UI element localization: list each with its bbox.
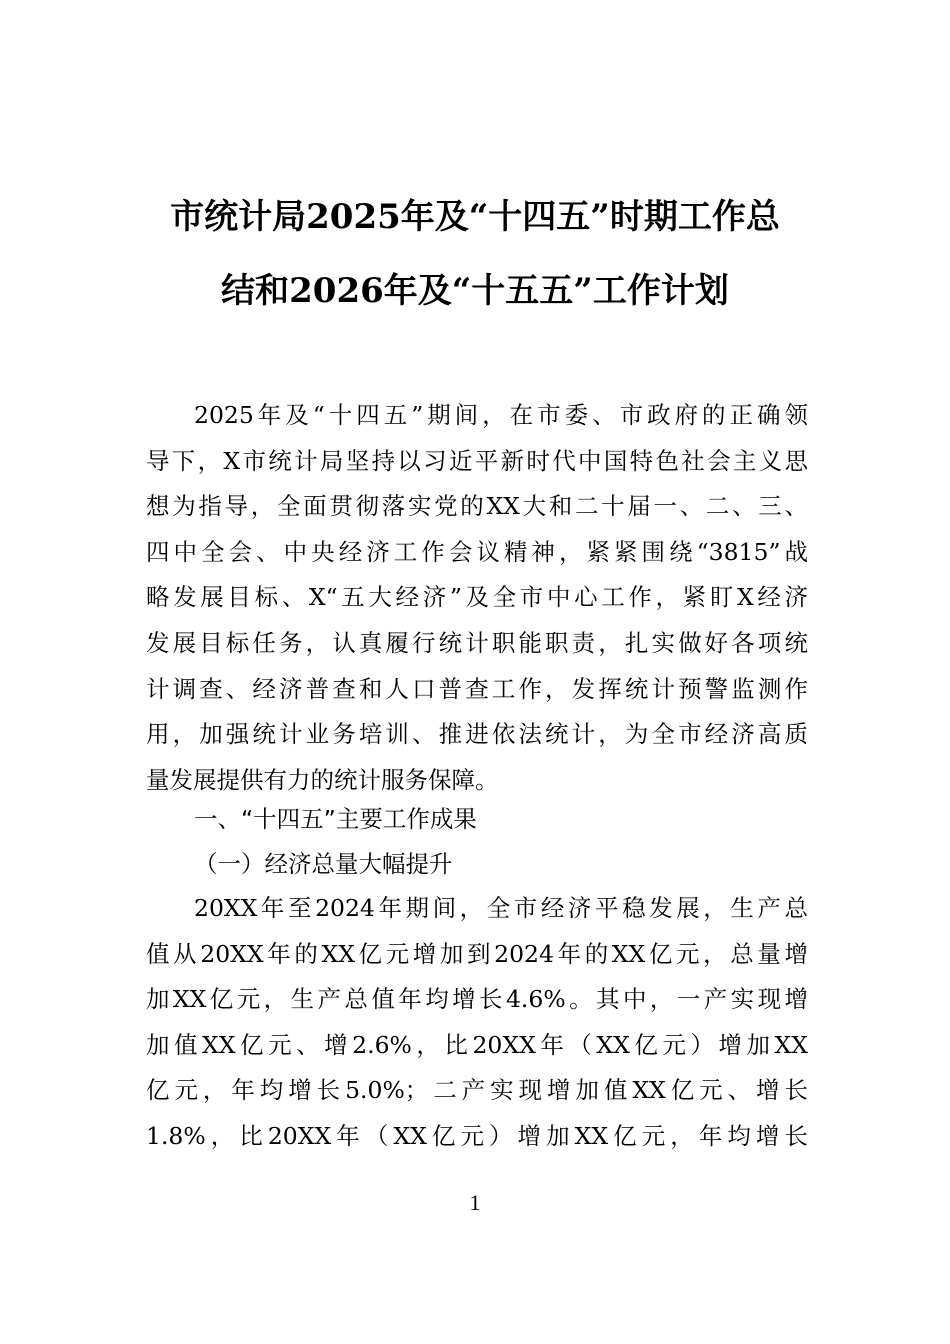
paragraph-line: 发展目标任务，认真履行统计职能职责，扎实做好各项统	[146, 628, 808, 657]
paragraph-line: 量发展提供有力的统计服务保障。	[146, 765, 499, 794]
intro-paragraph	[146, 393, 808, 803]
title-line-2: 结和2026年及“十五五”工作计划	[221, 271, 729, 311]
paragraph-line: 略发展目标、X“五大经济”及全市中心工作，紧盯X经济	[146, 583, 808, 612]
title-line-1: 市统计局2025年及“十四五”时期工作总	[170, 197, 780, 237]
paragraph-line: 加值XX亿元、增2.6%，比20XX年（XX亿元）增加XX	[146, 1030, 808, 1059]
paragraph-line: 四中全会、中央经济工作会议精神，紧紧围绕“3815”战	[146, 537, 808, 566]
paragraph-line: 计调查、经济普查和人口普查工作，发挥统计预警监测作	[146, 674, 808, 703]
page-number: 1	[469, 1190, 481, 1215]
document-title	[130, 180, 820, 328]
paragraph-line: 值从20XX年的XX亿元增加到2024年的XX亿元，总量增	[146, 939, 808, 968]
paragraph-line: 导下，X市统计局坚持以习近平新时代中国特色社会主义思	[146, 446, 808, 475]
paragraph-line: 20XX年至2024年期间，全市经济平稳发展，生产总	[194, 894, 808, 922]
paragraph-line: 想为指导，全面贯彻落实党的XX大和二十届一、二、三、	[146, 492, 808, 521]
section-heading: 一、“十四五”主要工作成果	[194, 805, 477, 833]
paragraph-line: 用，加强统计业务培训、推进依法统计，为全市经济高质	[146, 720, 808, 749]
subsection-heading: （一）经济总量大幅提升	[194, 850, 453, 878]
paragraph-line: 亿元，年均增长5.0%；二产实现增加值XX亿元、增长	[146, 1076, 808, 1105]
paragraph-line: 2025年及“十四五”期间，在市委、市政府的正确领	[194, 401, 808, 429]
paragraph-line: 1.8%，比20XX年（XX亿元）增加XX亿元，年均增长	[146, 1121, 808, 1150]
paragraph-line: 加XX亿元，生产总值年均增长4.6%。其中，一产实现增	[146, 985, 808, 1014]
section-paragraph	[146, 886, 808, 1160]
